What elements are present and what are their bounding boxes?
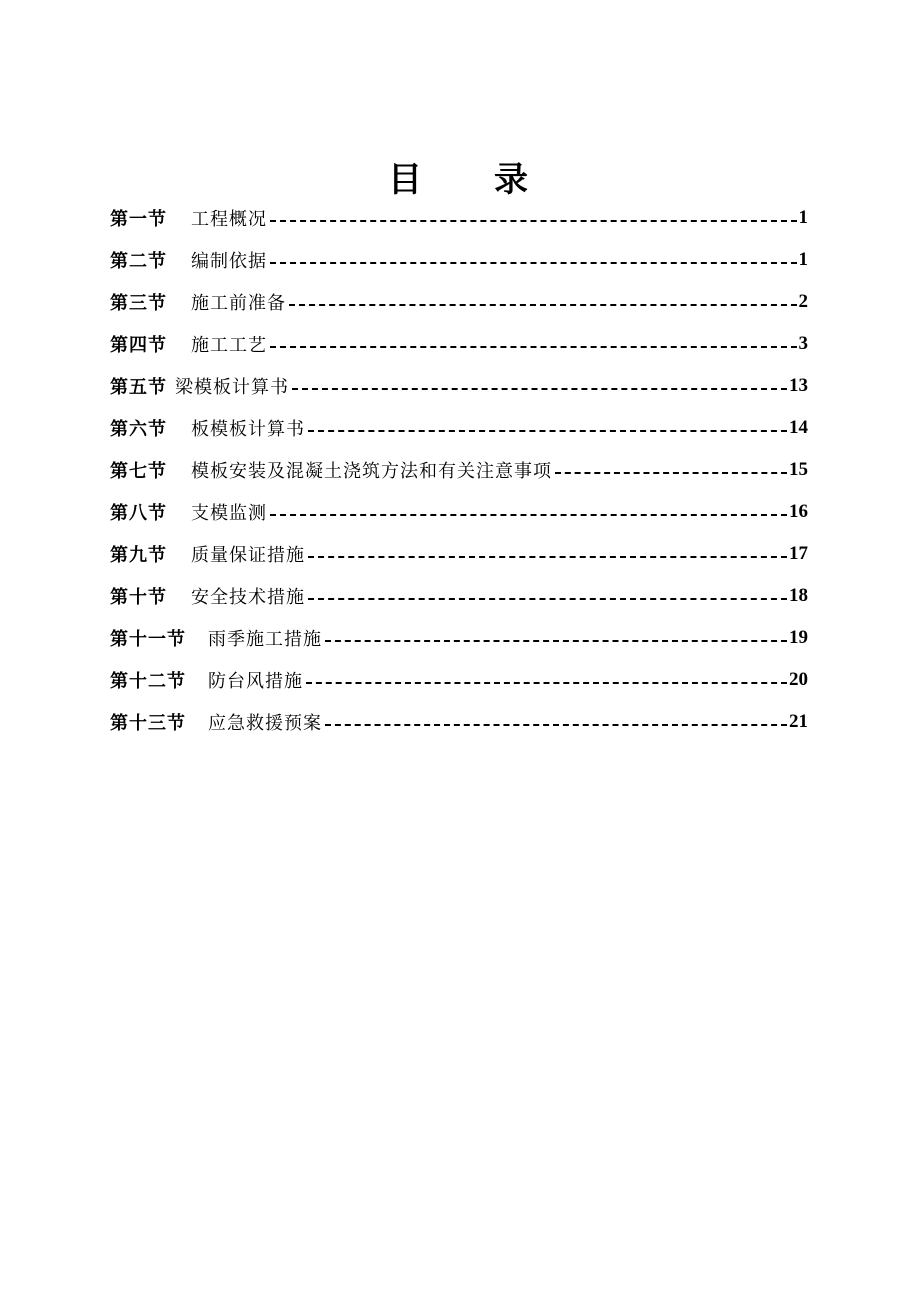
toc-entry-title: 应急救援预案 xyxy=(208,713,322,734)
toc-page-number: 13 xyxy=(789,375,808,396)
toc-section: 第十节 xyxy=(110,587,167,608)
toc-section: 第十二节 xyxy=(110,671,186,692)
toc-entry-title: 施工工艺 xyxy=(191,335,267,356)
toc-page-number: 18 xyxy=(789,585,808,606)
toc-section: 第三节 xyxy=(110,293,167,314)
toc-section: 第五节 xyxy=(110,377,167,398)
toc-entry[interactable] xyxy=(110,407,808,449)
toc-entry-title: 施工前准备 xyxy=(191,293,286,314)
toc-page-number: 15 xyxy=(789,459,808,480)
toc-section: 第十三节 xyxy=(110,713,186,734)
toc-entry[interactable] xyxy=(110,239,808,281)
toc-entry-title: 防台风措施 xyxy=(208,671,303,692)
toc-entry-title: 板模板计算书 xyxy=(191,419,305,440)
toc-section: 第十一节 xyxy=(110,629,186,650)
toc-entry-title: 工程概况 xyxy=(191,209,267,230)
toc-title-right: 录 xyxy=(494,160,532,200)
toc-leader xyxy=(555,472,787,474)
toc-section: 第二节 xyxy=(110,251,167,272)
toc-entry-title: 模板安装及混凝土浇筑方法和有关注意事项 xyxy=(191,461,552,482)
toc-page-number: 16 xyxy=(789,501,808,522)
toc-leader xyxy=(308,556,787,558)
toc-section: 第一节 xyxy=(110,209,167,230)
toc-leader xyxy=(306,682,787,684)
toc-entry[interactable] xyxy=(110,701,808,743)
toc-page-number: 1 xyxy=(798,207,808,228)
toc-leader xyxy=(270,346,797,348)
toc-entry[interactable] xyxy=(110,449,808,491)
toc-entry[interactable] xyxy=(110,533,808,575)
toc-title xyxy=(0,152,920,201)
toc-entry-title: 安全技术措施 xyxy=(191,587,305,608)
toc-leader xyxy=(270,514,787,516)
toc-page-number: 1 xyxy=(798,249,808,270)
toc-entry-title: 支模监测 xyxy=(191,503,267,524)
toc-entry[interactable] xyxy=(110,617,808,659)
toc-entry[interactable] xyxy=(110,323,808,365)
toc-entry-title: 编制依据 xyxy=(191,251,267,272)
toc-page-number: 21 xyxy=(789,711,808,732)
toc-page-number: 14 xyxy=(789,417,808,438)
toc-page-number: 2 xyxy=(798,291,808,312)
toc-leader xyxy=(270,262,797,264)
toc-entry[interactable] xyxy=(110,491,808,533)
toc-section: 第八节 xyxy=(110,503,167,524)
toc-entry[interactable] xyxy=(110,197,808,239)
toc-entry-title: 雨季施工措施 xyxy=(208,629,322,650)
toc-page-number: 3 xyxy=(798,333,808,354)
toc-section: 第九节 xyxy=(110,545,167,566)
toc-leader xyxy=(289,304,797,306)
toc-leader xyxy=(270,220,797,222)
toc-leader xyxy=(325,724,787,726)
toc-entry-title: 质量保证措施 xyxy=(191,545,305,566)
toc-entry[interactable] xyxy=(110,575,808,617)
toc-title-left: 目 xyxy=(388,160,426,200)
toc-list xyxy=(110,197,808,743)
toc-entry[interactable] xyxy=(110,281,808,323)
toc-section: 第七节 xyxy=(110,461,167,482)
toc-section: 第六节 xyxy=(110,419,167,440)
toc-entry-title: 梁模板计算书 xyxy=(175,377,289,398)
toc-page-number: 17 xyxy=(789,543,808,564)
toc-entry[interactable] xyxy=(110,659,808,701)
toc-entry[interactable] xyxy=(110,365,808,407)
toc-section: 第四节 xyxy=(110,335,167,356)
toc-leader xyxy=(308,430,787,432)
toc-page-number: 20 xyxy=(789,669,808,690)
toc-page-number: 19 xyxy=(789,627,808,648)
toc-leader xyxy=(325,640,787,642)
toc-leader xyxy=(292,388,787,390)
toc-leader xyxy=(308,598,787,600)
